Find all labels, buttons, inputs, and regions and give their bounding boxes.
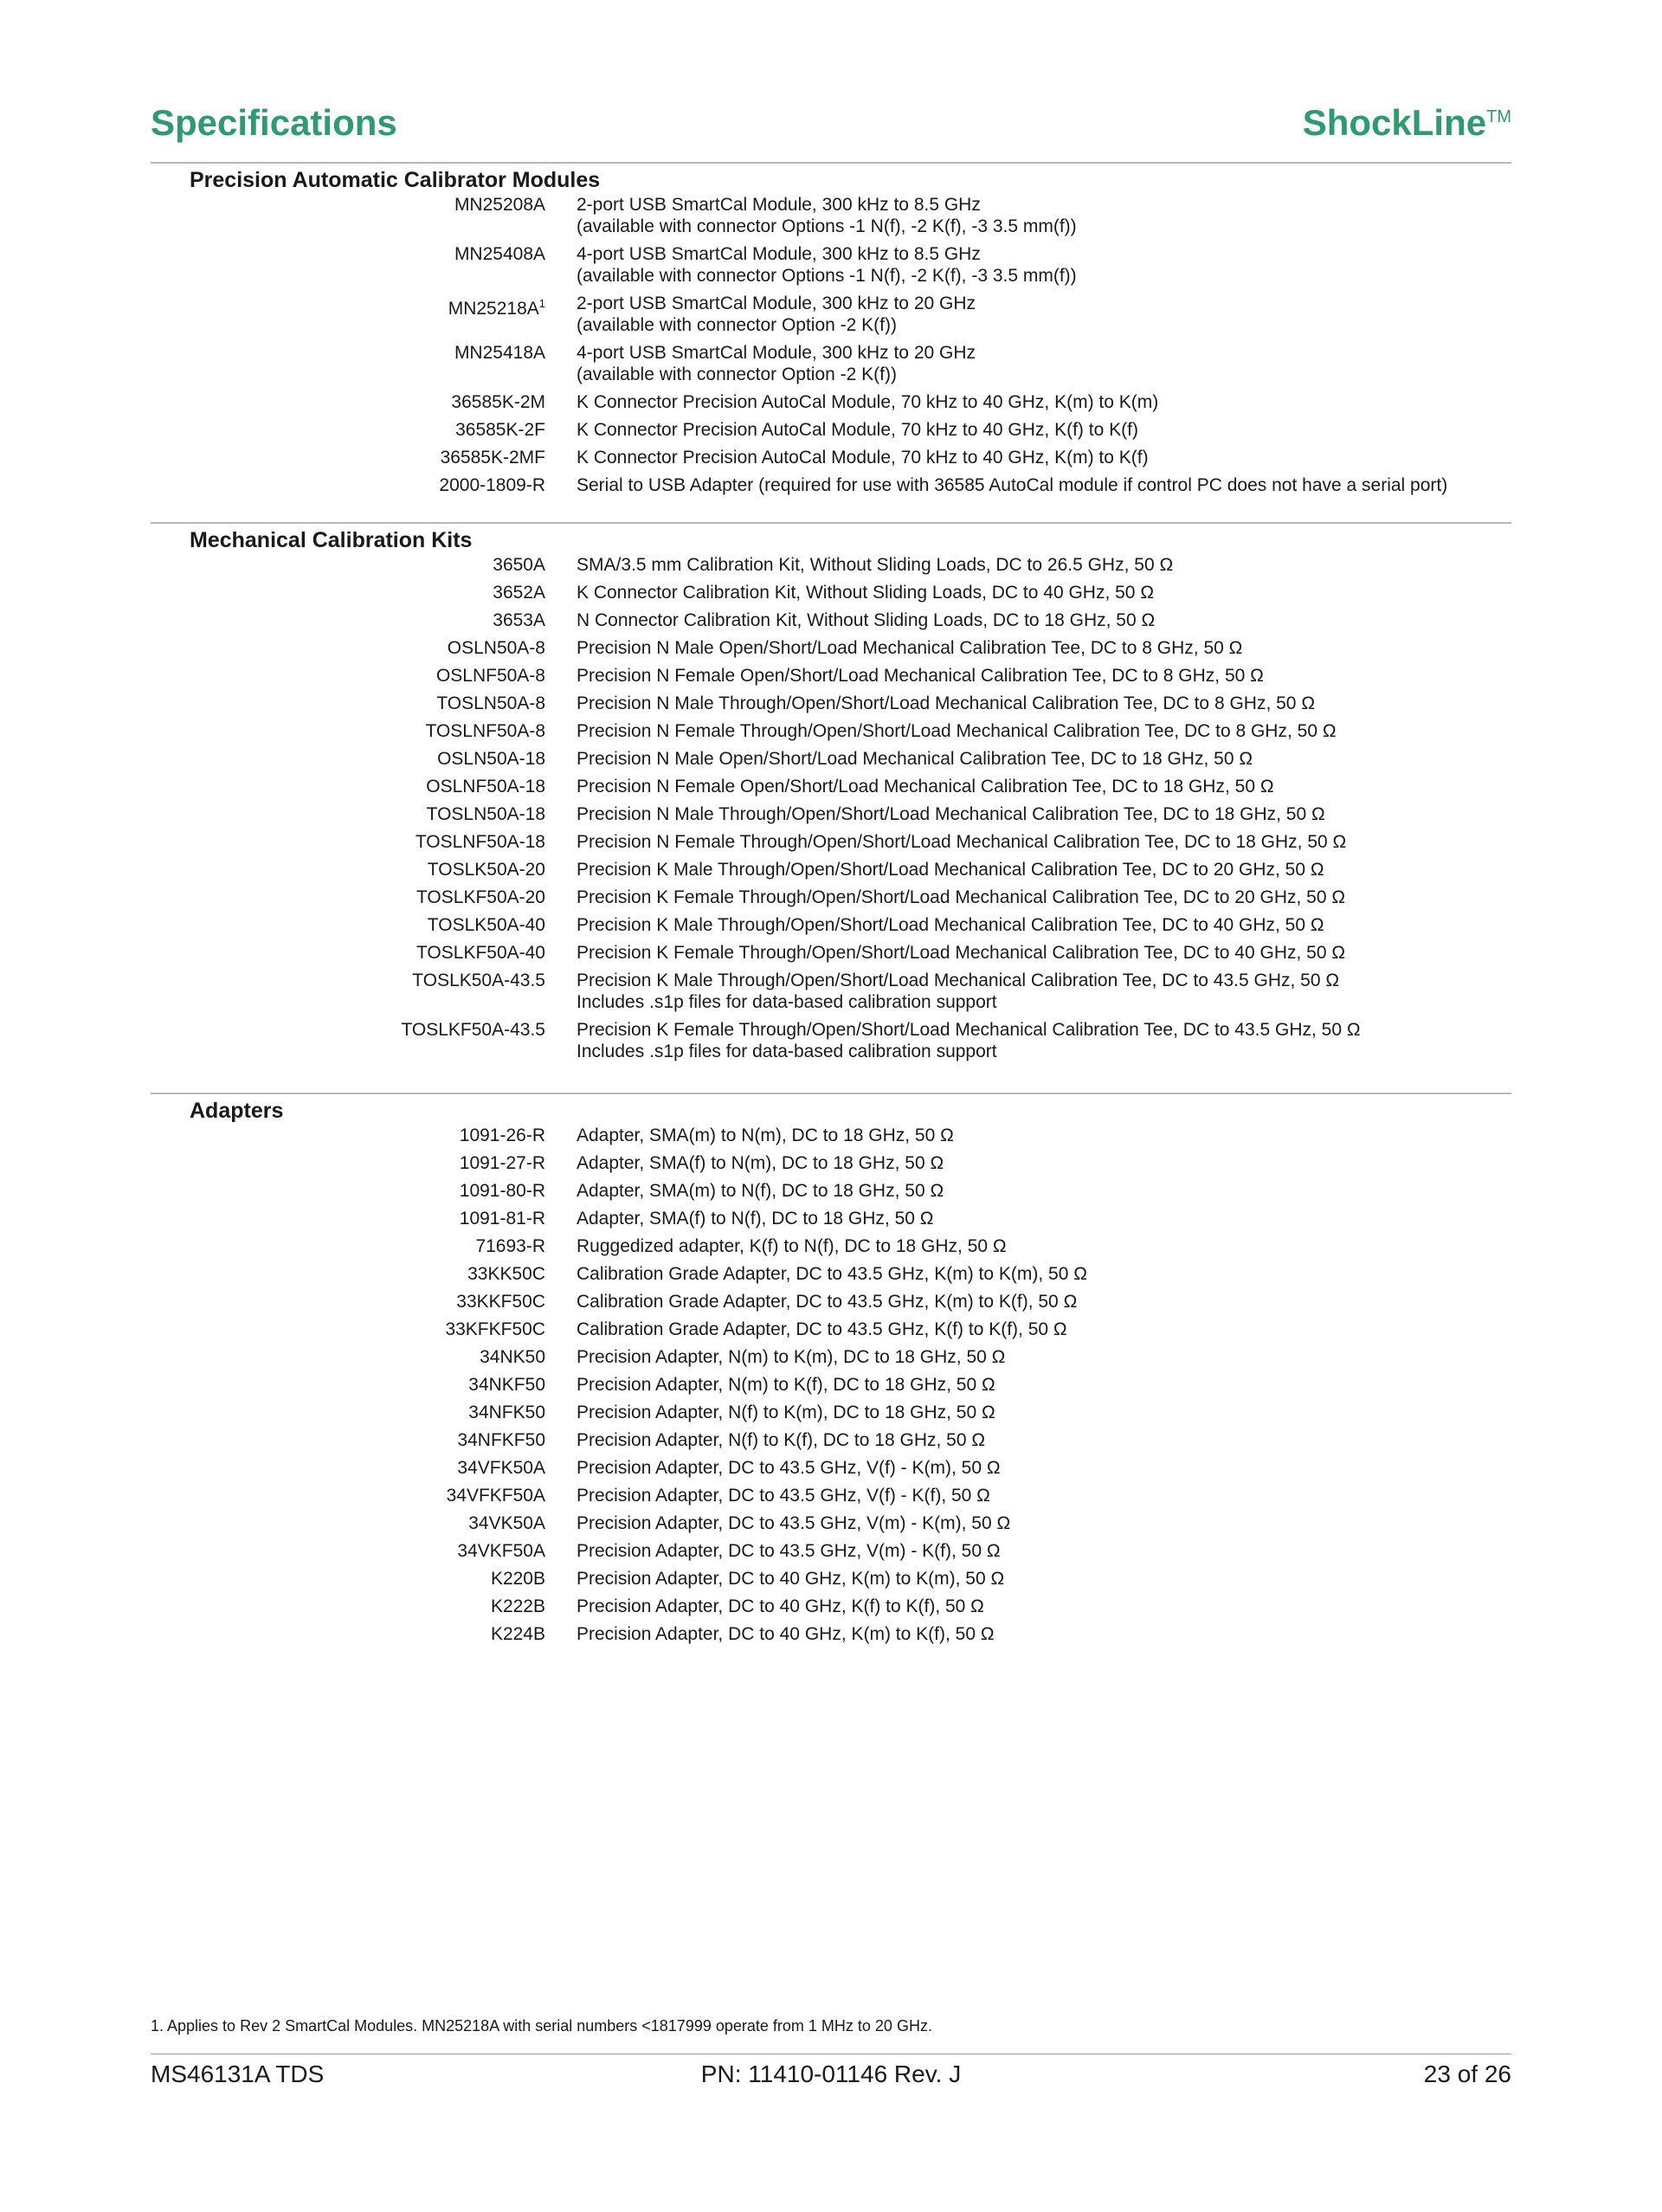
part-number-text: TOSLKF50A-40 — [416, 943, 545, 963]
description-note: Includes .s1p files for data-based calibration support — [577, 1042, 997, 1061]
part-number-text: TOSLN50A-18 — [426, 804, 545, 824]
description-text: Precision Adapter, DC to 40 GHz, K(m) to K(f), 50 Ω — [577, 1624, 995, 1644]
description-cell — [577, 1235, 1511, 1257]
description-text: SMA/3.5 mm Calibration Kit, Without Sliding Loads, DC to 26.5 GHz, 50 Ω — [577, 555, 1174, 575]
part-number-text: OSLN50A-8 — [447, 638, 545, 658]
spec-row — [151, 887, 1511, 908]
description-text: Adapter, SMA(f) to N(f), DC to 18 GHz, 50 Ω — [577, 1209, 934, 1229]
part-number-text: TOSLN50A-8 — [436, 693, 545, 713]
part-number-text: 33KK50C — [467, 1264, 545, 1284]
brand-text: ShockLine — [1302, 102, 1487, 143]
part-number-text: 34NFKF50 — [457, 1430, 545, 1450]
section-rows — [151, 554, 1511, 1062]
page-header — [151, 102, 1511, 163]
description-note: (available with connector Option -2 K(f)) — [577, 315, 897, 335]
section-divider — [151, 522, 1511, 524]
description-cell — [577, 419, 1511, 441]
description-cell — [577, 447, 1511, 468]
description-text: Precision K Female Through/Open/Short/Load Mechanical Calibration Tee, DC to 20 GHz, 50 Ω — [577, 887, 1346, 907]
description-cell — [577, 1125, 1511, 1146]
description-text: 2-port USB SmartCal Module, 300 kHz to 8.5 GHz — [577, 195, 981, 215]
description-text: K Connector Precision AutoCal Module, 70 kHz to 40 GHz, K(f) to K(f) — [577, 420, 1138, 440]
description-text: Adapter, SMA(m) to N(f), DC to 18 GHz, 50 Ω — [577, 1181, 944, 1201]
spec-row — [151, 243, 1511, 287]
part-number-cell — [151, 776, 545, 797]
section-calibrator-modules — [151, 166, 1511, 502]
spec-row — [151, 194, 1511, 237]
description-text: Precision N Female Open/Short/Load Mechanical Calibration Tee, DC to 8 GHz, 50 Ω — [577, 666, 1264, 686]
description-text: Precision Adapter, N(m) to K(m), DC to 18 GHz, 50 Ω — [577, 1347, 1006, 1367]
part-number-cell — [151, 1568, 545, 1590]
description-text: 4-port USB SmartCal Module, 300 kHz to 8.5 GHz — [577, 244, 981, 264]
spec-row — [151, 419, 1511, 441]
part-number-cell — [151, 942, 545, 964]
description-note: (available with connector Options -1 N(f), -2 K(f), -3 3.5 mm(f)) — [577, 216, 1077, 236]
doc-title: MS46131A TDS — [151, 2060, 325, 2087]
description-cell — [577, 1568, 1511, 1590]
page-title: Specifications — [151, 102, 397, 143]
brand-name — [1303, 102, 1511, 144]
part-number-cell — [151, 1457, 545, 1479]
description-cell — [577, 554, 1511, 576]
description-cell — [577, 1402, 1511, 1423]
description-cell — [577, 831, 1511, 853]
part-number-cell — [151, 914, 545, 936]
part-number-cell — [151, 1623, 545, 1645]
description-cell — [577, 1319, 1511, 1340]
description-cell — [577, 1374, 1511, 1396]
description-cell — [577, 1019, 1511, 1062]
description-cell — [577, 1208, 1511, 1229]
part-number-cell — [151, 1485, 545, 1506]
part-number-text: 36585K-2M — [451, 392, 545, 412]
part-number-text: TOSLK50A-20 — [427, 860, 545, 880]
spec-row — [151, 1623, 1511, 1645]
part-number-text: OSLNF50A-8 — [435, 666, 545, 686]
description-cell — [577, 582, 1511, 603]
part-number-text: 3652A — [493, 583, 545, 603]
spec-row — [151, 1208, 1511, 1229]
description-cell — [577, 748, 1511, 770]
header-rule — [151, 162, 1511, 164]
section-mechanical-kits — [151, 526, 1511, 1068]
part-number-text: 3650A — [493, 555, 545, 575]
description-text: Calibration Grade Adapter, DC to 43.5 GHz, K(f) to K(f), 50 Ω — [577, 1319, 1067, 1339]
part-number-cell — [151, 474, 545, 496]
part-number-cell — [151, 1235, 545, 1257]
section-rows — [151, 194, 1511, 496]
spec-row — [151, 637, 1511, 659]
part-number-cell — [151, 1180, 545, 1202]
spec-row — [151, 1152, 1511, 1174]
part-number-cell — [151, 803, 545, 825]
description-cell — [577, 1512, 1511, 1534]
part-number-text: 34NK50 — [480, 1347, 545, 1367]
part-number-cell — [151, 748, 545, 770]
part-number-text: 3653A — [493, 610, 545, 630]
description-text: Precision K Female Through/Open/Short/Load Mechanical Calibration Tee, DC to 40 GHz, 50 Ω — [577, 943, 1346, 963]
part-number-cell — [151, 391, 545, 413]
description-cell — [577, 293, 1511, 336]
description-cell — [577, 970, 1511, 1013]
description-text: Precision N Male Open/Short/Load Mechanical Calibration Tee, DC to 8 GHz, 50 Ω — [577, 638, 1243, 658]
description-cell — [577, 665, 1511, 687]
part-number-cell — [151, 342, 545, 364]
spec-row — [151, 1485, 1511, 1506]
description-note: Includes .s1p files for data-based calibration support — [577, 992, 997, 1012]
spec-row — [151, 1019, 1511, 1062]
description-note: (available with connector Option -2 K(f)) — [577, 364, 897, 384]
part-number-text: OSLNF50A-18 — [426, 777, 545, 796]
spec-row — [151, 1540, 1511, 1562]
description-cell — [577, 1291, 1511, 1312]
part-number-text: 1091-80-R — [459, 1181, 545, 1201]
spec-row — [151, 1235, 1511, 1257]
spec-row — [151, 831, 1511, 853]
description-cell — [577, 1485, 1511, 1506]
part-number-text: 34NKF50 — [468, 1375, 545, 1395]
part-number-cell — [151, 1512, 545, 1534]
spec-row — [151, 748, 1511, 770]
part-number-cell — [151, 194, 545, 216]
spec-row — [151, 1568, 1511, 1590]
part-number-cell — [151, 419, 545, 441]
part-number-text: 33KFKF50C — [445, 1319, 545, 1339]
description-text: Precision N Male Through/Open/Short/Load Mechanical Calibration Tee, DC to 18 GHz, 50 Ω — [577, 804, 1325, 824]
description-cell — [577, 803, 1511, 825]
description-cell — [577, 243, 1511, 287]
description-cell — [577, 859, 1511, 880]
page-number: 23 of 26 — [1423, 2060, 1511, 2087]
description-cell — [577, 720, 1511, 742]
part-number-text: TOSLNF50A-8 — [425, 721, 545, 741]
part-number-cell — [151, 582, 545, 603]
spec-row — [151, 609, 1511, 631]
description-text: Precision Adapter, DC to 43.5 GHz, V(f) - K(m), 50 Ω — [577, 1458, 1001, 1478]
description-text: 2-port USB SmartCal Module, 300 kHz to 20 GHz — [577, 293, 976, 313]
part-number-text: 34VFK50A — [457, 1458, 545, 1478]
description-cell — [577, 391, 1511, 413]
spec-row — [151, 1374, 1511, 1396]
description-text: Precision N Female Through/Open/Short/Load Mechanical Calibration Tee, DC to 8 GHz, 50 Ω — [577, 721, 1337, 741]
part-number-text: TOSLNF50A-18 — [415, 832, 545, 852]
spec-row — [151, 1319, 1511, 1340]
description-cell — [577, 1540, 1511, 1562]
description-cell — [577, 1346, 1511, 1368]
spec-row — [151, 342, 1511, 385]
trademark: TM — [1486, 107, 1511, 126]
spec-row — [151, 720, 1511, 742]
section-title: Adapters — [190, 1099, 284, 1123]
description-cell — [577, 914, 1511, 936]
part-number-text: TOSLK50A-43.5 — [412, 971, 545, 990]
section-title: Precision Automatic Calibrator Modules — [190, 168, 601, 192]
footnote-ref: 1 — [538, 297, 545, 310]
part-number-text: TOSLKF50A-20 — [416, 887, 545, 907]
part-number-cell — [151, 293, 545, 319]
description-text: Precision Adapter, DC to 43.5 GHz, V(m) - K(m), 50 Ω — [577, 1513, 1011, 1533]
part-number-cell — [151, 1402, 545, 1423]
spec-row — [151, 970, 1511, 1013]
part-number-cell — [151, 1263, 545, 1285]
spec-row — [151, 1125, 1511, 1146]
description-note: (available with connector Options -1 N(f), -2 K(f), -3 3.5 mm(f)) — [577, 266, 1077, 286]
spec-row — [151, 803, 1511, 825]
spec-row — [151, 1596, 1511, 1617]
part-number-cell — [151, 243, 545, 265]
description-cell — [577, 887, 1511, 908]
part-number-cell — [151, 1208, 545, 1229]
description-text: Ruggedized adapter, K(f) to N(f), DC to 18 GHz, 50 Ω — [577, 1236, 1007, 1256]
description-text: Adapter, SMA(m) to N(m), DC to 18 GHz, 50 Ω — [577, 1125, 954, 1145]
description-text: Precision K Male Through/Open/Short/Load Mechanical Calibration Tee, DC to 43.5 GHz, 50 Ω — [577, 971, 1340, 990]
page-footer — [151, 2060, 1511, 2095]
part-number: PN: 11410-01146 Rev. J — [700, 2060, 962, 2087]
spec-row — [151, 776, 1511, 797]
section-title: Mechanical Calibration Kits — [190, 528, 473, 552]
part-number-text: 34VK50A — [468, 1513, 545, 1533]
spec-row — [151, 447, 1511, 468]
part-number-text: OSLN50A-18 — [437, 749, 545, 769]
part-number-cell — [151, 665, 545, 687]
description-text: Adapter, SMA(f) to N(m), DC to 18 GHz, 50 Ω — [577, 1153, 944, 1173]
part-number-text: MN25418A — [454, 343, 545, 363]
description-text: Precision Adapter, N(f) to K(f), DC to 18 GHz, 50 Ω — [577, 1430, 986, 1450]
part-number-text: K222B — [490, 1596, 545, 1616]
description-cell — [577, 609, 1511, 631]
footnote: 1. Applies to Rev 2 SmartCal Modules. MN25218A with serial numbers <1817999 operate from 1 MHz to 20 GHz. — [151, 2017, 932, 2035]
description-text: Precision Adapter, DC to 43.5 GHz, V(f) - K(f), 50 Ω — [577, 1486, 990, 1506]
description-cell — [577, 776, 1511, 797]
description-text: Calibration Grade Adapter, DC to 43.5 GHz, K(m) to K(m), 50 Ω — [577, 1264, 1087, 1284]
part-number-text: 36585K-2MF — [440, 448, 545, 468]
part-number-cell — [151, 1291, 545, 1312]
description-cell — [577, 637, 1511, 659]
spec-row — [151, 391, 1511, 413]
description-text: Precision K Female Through/Open/Short/Load Mechanical Calibration Tee, DC to 43.5 GHz, 50 Ω — [577, 1020, 1361, 1040]
part-number-cell — [151, 1019, 545, 1041]
description-cell — [577, 1429, 1511, 1451]
description-cell — [577, 1623, 1511, 1645]
section-rows — [151, 1125, 1511, 1645]
spec-row — [151, 582, 1511, 603]
spec-row — [151, 554, 1511, 576]
spec-row — [151, 942, 1511, 964]
section-divider — [151, 1093, 1511, 1094]
part-number-cell — [151, 1374, 545, 1396]
part-number-cell — [151, 637, 545, 659]
part-number-text: MN25408A — [454, 244, 545, 264]
part-number-text: K220B — [490, 1569, 545, 1589]
description-cell — [577, 693, 1511, 714]
description-text: Precision N Female Through/Open/Short/Load Mechanical Calibration Tee, DC to 18 GHz, 50 Ω — [577, 832, 1347, 852]
description-text: Precision Adapter, N(m) to K(f), DC to 18 GHz, 50 Ω — [577, 1375, 995, 1395]
spec-row — [151, 665, 1511, 687]
part-number-text: 34VFKF50A — [446, 1486, 545, 1506]
description-cell — [577, 1457, 1511, 1479]
part-number-cell — [151, 1596, 545, 1617]
description-cell — [577, 1263, 1511, 1285]
part-number-cell — [151, 1152, 545, 1174]
description-text: Calibration Grade Adapter, DC to 43.5 GHz, K(m) to K(f), 50 Ω — [577, 1292, 1078, 1312]
description-text: Precision Adapter, DC to 40 GHz, K(m) to K(m), 50 Ω — [577, 1569, 1005, 1589]
description-cell — [577, 474, 1511, 496]
part-number-text: K224B — [490, 1624, 545, 1644]
part-number-cell — [151, 447, 545, 468]
part-number-text: MN25218A — [448, 299, 539, 319]
part-number-text: 34NFK50 — [468, 1403, 545, 1422]
part-number-text: 36585K-2F — [455, 420, 545, 440]
description-text: N Connector Calibration Kit, Without Sliding Loads, DC to 18 GHz, 50 Ω — [577, 610, 1156, 630]
description-cell — [577, 342, 1511, 385]
spec-row — [151, 1512, 1511, 1534]
spec-row — [151, 1402, 1511, 1423]
part-number-cell — [151, 1540, 545, 1562]
description-text: K Connector Precision AutoCal Module, 70 kHz to 40 GHz, K(m) to K(f) — [577, 448, 1149, 468]
spec-row — [151, 1263, 1511, 1285]
part-number-text: 71693-R — [475, 1236, 545, 1256]
section-adapters — [151, 1097, 1511, 1651]
spec-row — [151, 1180, 1511, 1202]
spec-row — [151, 1429, 1511, 1451]
description-text: Precision Adapter, N(f) to K(m), DC to 18 GHz, 50 Ω — [577, 1403, 995, 1422]
description-text: Precision K Male Through/Open/Short/Load Mechanical Calibration Tee, DC to 20 GHz, 50 Ω — [577, 860, 1324, 880]
description-text: Serial to USB Adapter (required for use with 36585 AutoCal module if control PC does not have a serial port) — [577, 475, 1448, 495]
part-number-text: 2000-1809-R — [439, 475, 545, 495]
spec-row — [151, 1457, 1511, 1479]
spec-row — [151, 859, 1511, 880]
spec-row — [151, 1346, 1511, 1368]
description-cell — [577, 1152, 1511, 1174]
description-cell — [577, 1596, 1511, 1617]
description-text: Precision N Female Open/Short/Load Mechanical Calibration Tee, DC to 18 GHz, 50 Ω — [577, 777, 1274, 796]
part-number-text: 1091-27-R — [459, 1153, 545, 1173]
spec-row — [151, 293, 1511, 336]
part-number-text: 33KKF50C — [456, 1292, 545, 1312]
description-text: Precision N Male Open/Short/Load Mechanical Calibration Tee, DC to 18 GHz, 50 Ω — [577, 749, 1253, 769]
part-number-text: 1091-81-R — [459, 1209, 545, 1229]
part-number-text: 34VKF50A — [457, 1541, 545, 1561]
description-text: 4-port USB SmartCal Module, 300 kHz to 20 GHz — [577, 343, 976, 363]
part-number-cell — [151, 1125, 545, 1146]
description-text: Precision K Male Through/Open/Short/Load Mechanical Calibration Tee, DC to 40 GHz, 50 Ω — [577, 915, 1324, 935]
part-number-cell — [151, 859, 545, 880]
part-number-cell — [151, 887, 545, 908]
part-number-cell — [151, 554, 545, 576]
description-text: K Connector Calibration Kit, Without Sliding Loads, DC to 40 GHz, 50 Ω — [577, 583, 1155, 603]
spec-row — [151, 474, 1511, 496]
part-number-cell — [151, 831, 545, 853]
part-number-cell — [151, 1319, 545, 1340]
description-text: Precision Adapter, DC to 43.5 GHz, V(m) - K(f), 50 Ω — [577, 1541, 1001, 1561]
part-number-cell — [151, 970, 545, 991]
part-number-text: TOSLK50A-40 — [427, 915, 545, 935]
description-cell — [577, 194, 1511, 237]
description-text: Precision N Male Through/Open/Short/Load Mechanical Calibration Tee, DC to 8 GHz, 50 Ω — [577, 693, 1316, 713]
part-number-text: MN25208A — [454, 195, 545, 215]
part-number-cell — [151, 693, 545, 714]
part-number-cell — [151, 609, 545, 631]
description-text: Precision Adapter, DC to 40 GHz, K(f) to K(f), 50 Ω — [577, 1596, 984, 1616]
part-number-cell — [151, 720, 545, 742]
part-number-cell — [151, 1346, 545, 1368]
description-cell — [577, 1180, 1511, 1202]
description-text: K Connector Precision AutoCal Module, 70 kHz to 40 GHz, K(m) to K(m) — [577, 392, 1159, 412]
description-cell — [577, 942, 1511, 964]
spec-row — [151, 693, 1511, 714]
part-number-cell — [151, 1429, 545, 1451]
part-number-text: TOSLKF50A-43.5 — [401, 1020, 545, 1040]
spec-row — [151, 914, 1511, 936]
part-number-text: 1091-26-R — [459, 1125, 545, 1145]
spec-row — [151, 1291, 1511, 1312]
